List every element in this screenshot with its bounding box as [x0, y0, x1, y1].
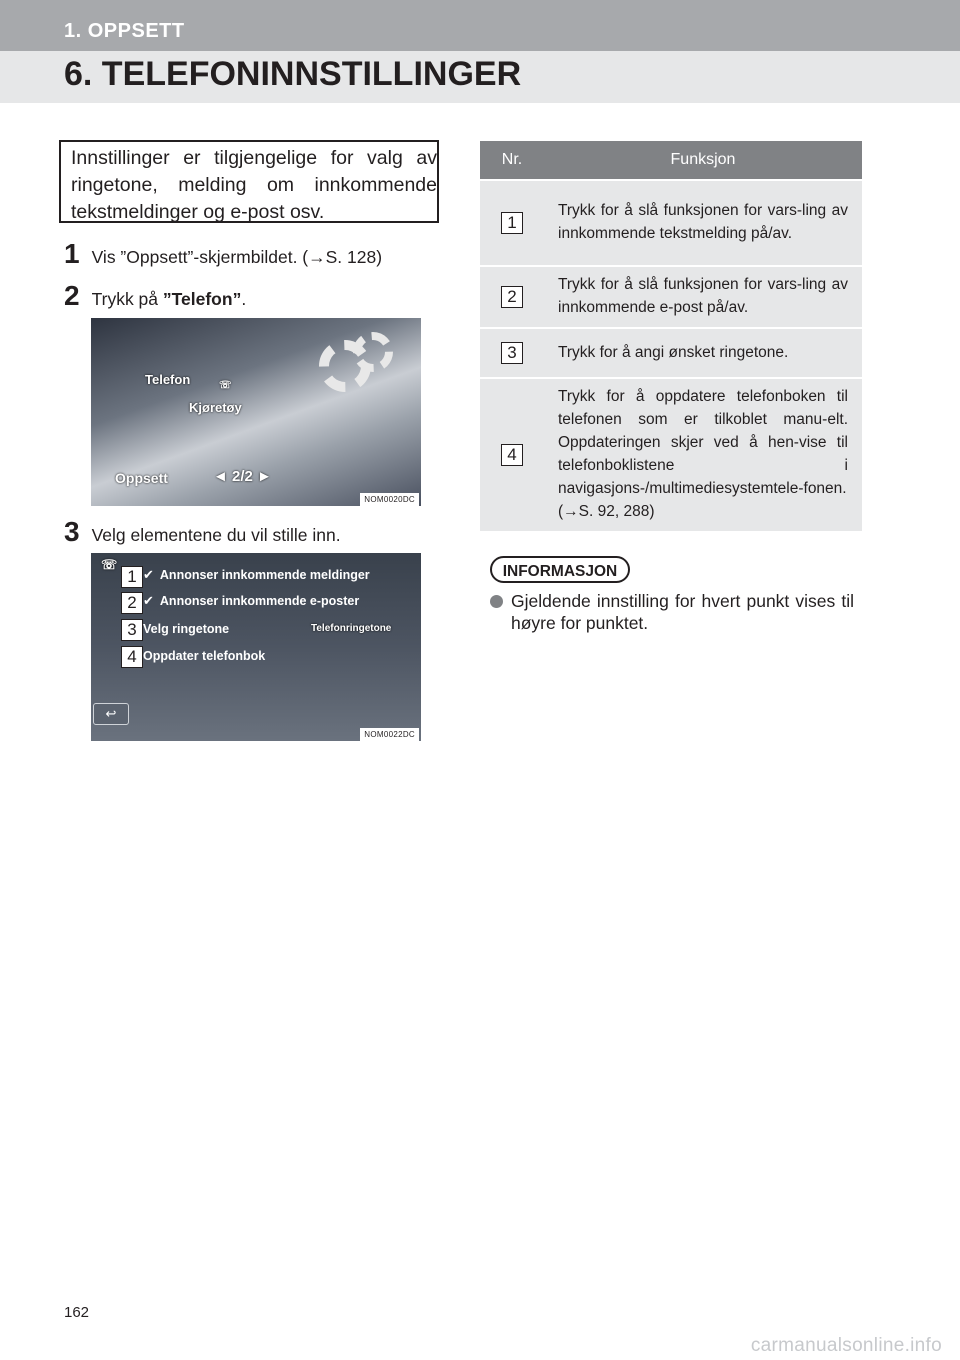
info-text: Gjeldende innstilling for hvert punkt vises til høyre for punktet.	[511, 591, 854, 633]
callout-number: 1	[121, 566, 143, 588]
step-number: 1	[64, 238, 80, 269]
page-title-band	[0, 51, 960, 103]
phone-settings-screen-image	[91, 553, 421, 741]
step-3	[64, 518, 341, 547]
table-row	[480, 378, 862, 531]
menu-item-messages	[143, 563, 370, 587]
step-text: Velg elementene du vil stille inn.	[91, 525, 341, 545]
menu-item-emails	[143, 589, 359, 613]
menu-item-phonebook	[143, 644, 265, 668]
row-number-cell	[480, 266, 544, 328]
step-text	[92, 287, 247, 311]
row-number-cell	[480, 378, 544, 531]
page-title: 6. TELEFONINNSTILLINGER	[64, 55, 522, 93]
callout-number: 2	[501, 286, 523, 308]
image-code: NOM0022DC	[360, 728, 419, 741]
menu-item-label: Velg ringetone	[143, 622, 230, 636]
row-text-cell: Trykk for å angi ønsket ringetone.	[544, 328, 862, 378]
oppsett-label: Oppsett	[115, 470, 168, 486]
column-header-function: Funksjon	[544, 141, 862, 180]
bullet-icon	[490, 595, 503, 608]
phone-icon: ☏	[219, 380, 232, 391]
section-title: 1. OPPSETT	[64, 20, 185, 42]
intro-box: Innstillinger er tilgjengelige for valg av ringetone, melding om innkommende tekstmeldinger og e-post osv.	[59, 140, 439, 223]
menu-item-ringtone	[143, 617, 229, 641]
row-text-cell: Trykk for å oppdatere telefonboken til telefonen som er tilkoblet manu-elt. Oppdateringen skjer ved å hen-vise til telefonboklistene i navigasjons-/multimediesystemtele-fonen. (→S. 92, 288)	[544, 378, 862, 531]
back-icon: ↩	[93, 703, 129, 725]
kjoretoy-option: Kjøretøy	[189, 400, 242, 415]
table-header-row	[480, 141, 862, 180]
setup-screen-image	[91, 318, 421, 506]
info-badge: INFORMASJON	[490, 556, 630, 583]
check-icon: ✔	[143, 593, 154, 608]
telefon-option: Telefon	[145, 372, 191, 387]
phone-icon: ☏	[101, 557, 118, 572]
step-text-suffix: .	[241, 289, 247, 309]
step-text-prefix: Trykk på	[91, 289, 163, 309]
row-number-cell	[480, 328, 544, 378]
image-code: NOM0020DC	[360, 493, 419, 506]
row-text-cell: Trykk for å slå funksjonen for vars-ling av innkommende e-post på/av.	[544, 266, 862, 328]
step-text: Vis ”Oppsett”-skjermbildet. (→S. 128)	[91, 247, 383, 267]
callout-number: 1	[501, 212, 523, 234]
row-number-cell	[480, 180, 544, 266]
callout-number: 4	[501, 444, 523, 466]
function-table	[480, 141, 862, 531]
section-header-band	[0, 0, 960, 51]
row-text-cell: Trykk for å slå funksjonen for vars-ling av innkommende tekstmelding på/av.	[544, 180, 862, 266]
menu-item-label: Annonser innkommende meldinger	[159, 568, 370, 582]
step-number: 3	[64, 516, 80, 547]
page-number: 162	[64, 1304, 90, 1321]
info-item	[490, 590, 854, 634]
check-icon: ✔	[143, 567, 154, 582]
callout-number: 2	[121, 592, 143, 614]
ringtone-value: Telefonringetone	[311, 623, 392, 634]
menu-item-label: Annonser innkommende e-poster	[159, 594, 360, 608]
callout-number: 3	[501, 342, 523, 364]
step-2	[64, 282, 246, 311]
menu-item-label: Oppdater telefonbok	[143, 649, 266, 663]
watermark: carmanualsonline.info	[750, 1335, 942, 1356]
step-text-bold: ”Telefon”	[162, 289, 242, 309]
table-row	[480, 266, 862, 328]
page-indicator: ◄ 2/2 ►	[213, 468, 272, 485]
table-row	[480, 328, 862, 378]
step-number: 2	[64, 280, 80, 311]
column-header-nr: Nr.	[480, 141, 544, 180]
callout-number: 3	[121, 619, 143, 641]
callout-number: 4	[121, 646, 143, 668]
step-1	[64, 240, 382, 269]
gear-icon	[353, 332, 393, 372]
table-row	[480, 180, 862, 266]
